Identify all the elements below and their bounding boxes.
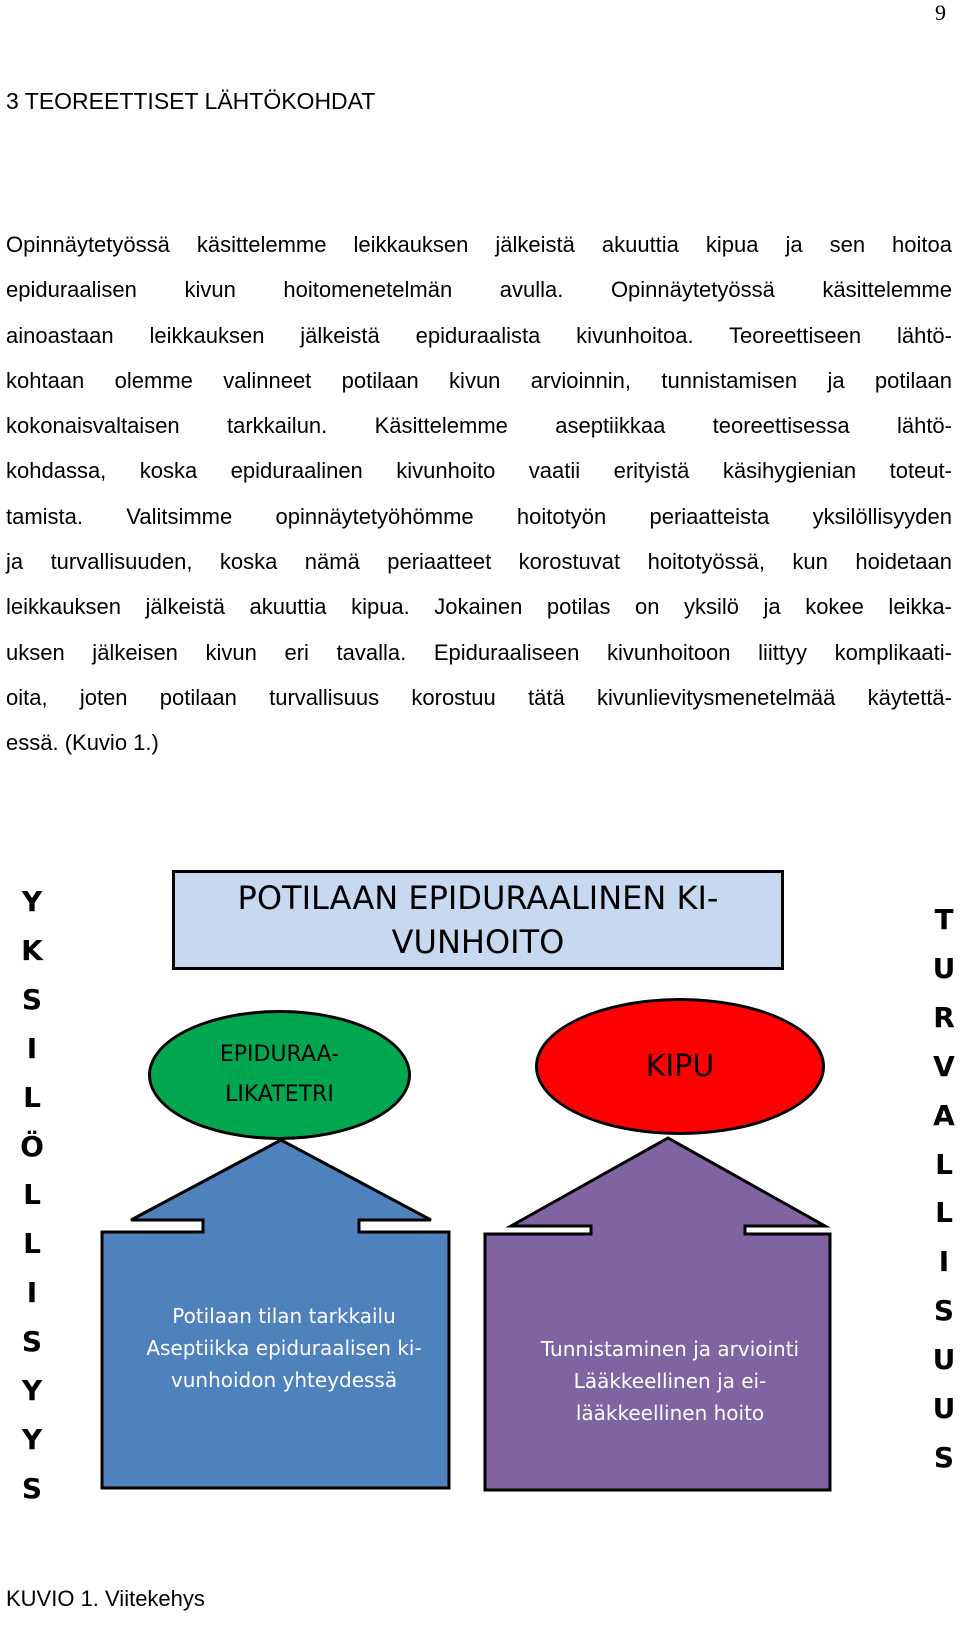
right-arrow (485, 1138, 830, 1490)
vertical-letter: L (23, 1178, 41, 1212)
vertical-letter: I (26, 1031, 38, 1065)
vertical-letter: U (932, 1343, 956, 1377)
vertical-letter: S (21, 1325, 43, 1359)
diagram-title-line: POTILAAN EPIDURAALINEN KI- (237, 879, 719, 917)
epiduraalikatetri-oval (148, 1010, 411, 1140)
framework-diagram (0, 870, 960, 1570)
diagram-title-line: VUNHOITO (391, 923, 565, 961)
vertical-letter: L (935, 1147, 953, 1181)
kipu-oval (535, 998, 825, 1135)
oval-label-line: EPIDURAA- (219, 1042, 340, 1067)
paragraph-line: uksen jälkeisen kivun eri tavalla. Epiduraaliseen kivunhoitoon liittyy komplikaati- (6, 639, 952, 665)
vertical-letter: S (21, 1471, 43, 1505)
paragraph-line: tamista. Valitsimme opinnäytetyöhömme hoitotyön periaatteista yksilöllisyyden (6, 503, 952, 529)
chapter-heading: 3 TEOREETTISET LÄHTÖKOHDAT (6, 88, 376, 114)
vertical-letter: L (23, 1227, 41, 1261)
arrow-text-line: Aseptiikka epiduraalisen ki- (146, 1336, 422, 1360)
vertical-letter: Ö (20, 1129, 44, 1163)
vertical-letter: Y (21, 885, 43, 918)
arrow-text-line: Potilaan tilan tarkkailu (172, 1304, 396, 1328)
vertical-letter: U (932, 951, 956, 985)
arrow-text-line: Tunnistaminen ja arviointi (540, 1337, 800, 1361)
vertical-letter: S (21, 982, 43, 1016)
arrow-text-line: vunhoidon yhteydessä (170, 1368, 398, 1392)
paragraph-line: leikkauksen jälkeistä akuuttia kipua. Jokainen potilas on yksilö ja kokee leikka- (6, 594, 952, 620)
vertical-letter: A (933, 1098, 955, 1132)
left-arrow-text (124, 1300, 444, 1396)
vertical-letter: L (23, 1080, 41, 1114)
vertical-letter: S (933, 1294, 955, 1328)
oval-label-line: LIKATETRI (225, 1082, 334, 1107)
oval-label: KIPU (645, 1049, 715, 1084)
figure-caption: KUVIO 1. Viitekehys (6, 1586, 205, 1611)
paragraph-line: ja turvallisuuden, koska nämä periaatteet korostuvat hoitotyössä, kun hoidetaan (6, 549, 952, 575)
vertical-letter: L (935, 1196, 953, 1230)
paragraph-line: ainoastaan leikkauksen jälkeistä epiduraalista kivunhoitoa. Teoreettiseen lähtö- (6, 322, 952, 348)
vertical-letter: I (26, 1276, 38, 1310)
vertical-letter: Y (21, 1374, 43, 1408)
paragraph-line: epiduraalisen kivun hoitomenetelmän avulla. Opinnäytetyössä käsittelemme (6, 277, 952, 303)
arrow-text-line: lääkkeellinen hoito (575, 1401, 765, 1425)
vertical-letter: U (932, 1392, 956, 1426)
body-paragraph (6, 222, 952, 766)
paragraph-line: kokonaisvaltaisen tarkkailun. Käsittelemme aseptiikkaa teoreettisessa lähtö- (6, 413, 952, 439)
vertical-letter: K (21, 933, 43, 967)
paragraph-line: kohtaan olemme valinneet potilaan kivun arvioinnin, tunnistamisen ja potilaan (6, 367, 952, 393)
vertical-letter: S (933, 1440, 955, 1474)
paragraph-line: Opinnäytetyössä käsittelemme leikkauksen jälkeistä akuuttia kipua ja sen hoitoa (6, 232, 952, 257)
paragraph-line: kohdassa, koska epiduraalinen kivunhoito vaatii erityistä käsihygienian toteut- (6, 458, 952, 484)
diagram-arrows (0, 870, 960, 1570)
vertical-letter: I (938, 1245, 950, 1279)
right-arrow-text (510, 1333, 830, 1429)
vertical-letter: T (934, 903, 954, 936)
vertical-letter: R (933, 1000, 955, 1034)
vertical-letter: V (933, 1049, 955, 1083)
paragraph-line: essä. (Kuvio 1.) (6, 730, 159, 756)
vertical-letter: Y (21, 1422, 43, 1456)
arrow-text-line: Lääkkeellinen ja ei- (573, 1369, 767, 1393)
page-number: 9 (935, 0, 946, 25)
paragraph-line: oita, joten potilaan turvallisuus korostuu tätä kivunlievitysmenetelmää käytettä- (6, 684, 952, 710)
